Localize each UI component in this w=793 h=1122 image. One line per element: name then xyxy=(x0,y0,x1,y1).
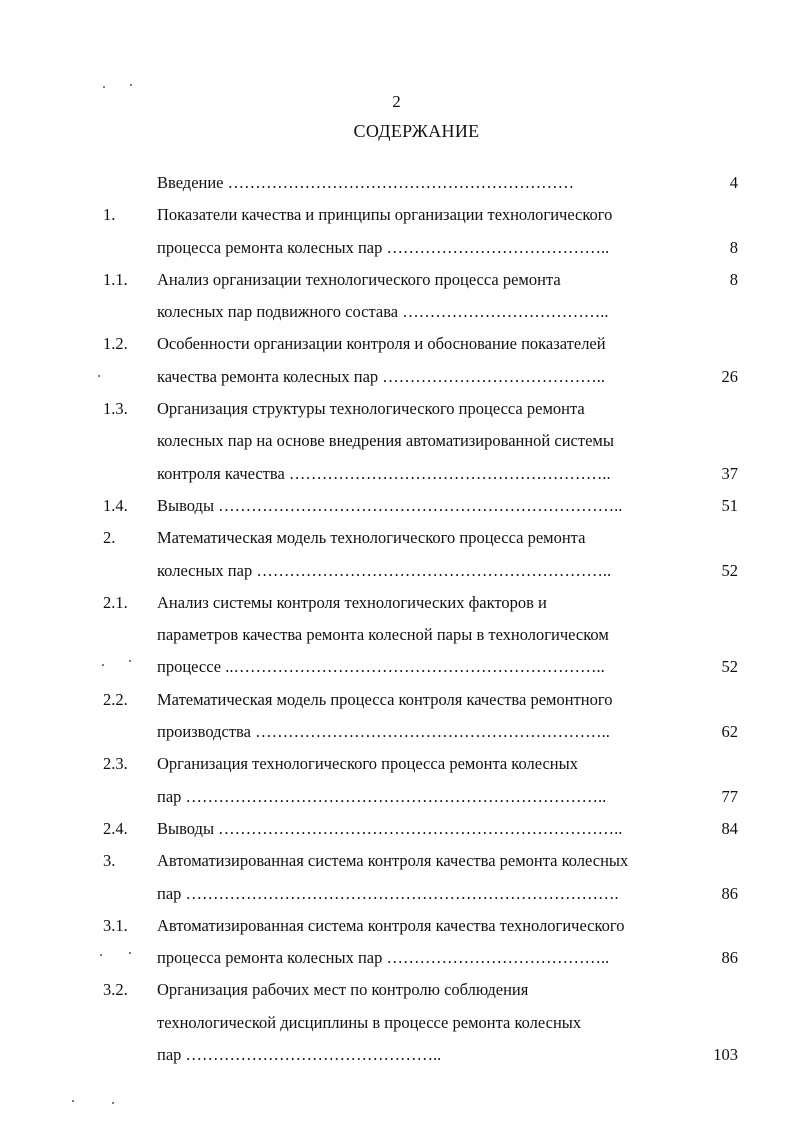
toc-line xyxy=(0,619,793,651)
toc-entry-page: 8 xyxy=(729,269,738,289)
toc-entry xyxy=(0,393,793,490)
toc-entry-page: 26 xyxy=(721,366,738,386)
toc-entry-text: Введение ……………………………………………………… xyxy=(157,173,575,192)
scan-speck xyxy=(98,375,100,377)
toc-entry-number: 2. xyxy=(103,528,116,548)
toc-entry xyxy=(0,813,793,845)
scan-speck xyxy=(112,1102,114,1104)
toc-entry-text: пар ……………………………………….. xyxy=(157,1045,442,1065)
toc-entry-number: 2.1. xyxy=(103,592,128,612)
toc-entry-number: 1. xyxy=(103,205,116,225)
toc-line xyxy=(0,651,793,683)
toc-line xyxy=(0,684,793,716)
toc-entry-text: Особенности организации контроля и обоснование показателей xyxy=(157,334,606,354)
toc-entry-text: Выводы ……………………………………………………………….. xyxy=(157,495,623,515)
toc-entry-page: 4 xyxy=(729,173,738,192)
toc-line xyxy=(0,942,793,974)
toc-entry-page: 52 xyxy=(721,560,738,580)
toc-line xyxy=(0,393,793,425)
toc-entry-text: Автоматизированная система контроля качества ремонта колесных xyxy=(157,851,629,871)
toc-entry-text: процессе ..………………………………………………………….. xyxy=(157,657,605,677)
toc-entry-text: качества ремонта колесных пар ………………………………….. xyxy=(157,366,606,386)
toc-entry-text: Показатели качества и принципы организации технологического xyxy=(157,205,613,225)
toc-entry xyxy=(0,974,793,1071)
toc-entry-text: колесных пар подвижного состава ……………………………….. xyxy=(157,302,609,322)
toc-entry-text: Анализ системы контроля технологических факторов и xyxy=(157,592,547,612)
toc-entry-number: 3. xyxy=(103,851,116,871)
toc-entry xyxy=(0,522,793,587)
toc-entry-text: контроля качества ………………………………………………….. xyxy=(157,463,611,483)
toc-entry-text: производства ……………………………………………………….. xyxy=(157,722,610,742)
toc-line xyxy=(0,1039,793,1071)
toc-line xyxy=(0,458,793,490)
toc-entry-page: 62 xyxy=(721,722,738,742)
toc-line xyxy=(0,296,793,328)
toc-entry-page: 37 xyxy=(721,463,738,483)
toc-entry-number: 3.2. xyxy=(103,980,128,1000)
toc-entry-number: 3.1. xyxy=(103,915,128,935)
toc-line xyxy=(0,845,793,877)
toc-entry-text: Организация технологического процесса ремонта колесных xyxy=(157,754,578,774)
toc-line xyxy=(0,328,793,360)
toc-entry-text: процесса ремонта колесных пар ………………………………….. xyxy=(157,237,610,257)
toc-entry xyxy=(0,264,793,329)
toc-entry-page: 8 xyxy=(729,237,738,257)
toc-entry-text: процесса ремонта колесных пар ………………………………….. xyxy=(157,948,610,968)
page-title: СОДЕРЖАНИЕ xyxy=(353,121,480,141)
toc-line xyxy=(0,199,793,231)
toc-entry-text: колесных пар ……………………………………………………….. xyxy=(157,560,612,580)
toc-line xyxy=(0,490,793,522)
toc-entry-page: 86 xyxy=(721,883,738,903)
toc-entry xyxy=(0,167,793,199)
toc-line xyxy=(0,1007,793,1039)
toc-entry-text: Организация рабочих мест по контролю соблюдения xyxy=(157,980,529,1000)
toc-entry-text: Анализ организации технологического процесса ремонта xyxy=(157,269,561,289)
toc-line xyxy=(0,716,793,748)
scan-speck xyxy=(72,1100,74,1102)
scan-speck xyxy=(103,86,105,88)
toc-line xyxy=(0,748,793,780)
toc-entry-number: 1.2. xyxy=(103,334,128,354)
toc-entry-page: 84 xyxy=(721,818,738,838)
toc-entry xyxy=(0,910,793,975)
toc-entry-page: 103 xyxy=(713,1045,738,1065)
toc-line xyxy=(0,167,793,199)
toc-entry xyxy=(0,748,793,813)
toc-entry-text: Автоматизированная система контроля качества технологического xyxy=(157,915,625,935)
toc-entry-number: 2.2. xyxy=(103,689,128,709)
toc-line xyxy=(0,361,793,393)
toc-entry xyxy=(0,199,793,264)
toc-entry xyxy=(0,587,793,684)
toc-entry-number: 2.3. xyxy=(103,754,128,774)
toc-line xyxy=(0,522,793,554)
table-of-contents xyxy=(0,167,793,1071)
toc-line xyxy=(0,878,793,910)
toc-entry-number: 1.1. xyxy=(103,269,128,289)
toc-entry-page: 86 xyxy=(721,948,738,968)
toc-entry-page: 77 xyxy=(721,786,738,806)
toc-entry-text: технологической дисциплины в процессе ремонта колесных xyxy=(157,1012,582,1032)
toc-entry-text: Выводы ……………………………………………………………….. xyxy=(157,818,623,838)
toc-entry-text: пар ………………………………………………………………….. xyxy=(157,786,607,806)
toc-entry-number: 2.4. xyxy=(103,818,128,838)
toc-entry xyxy=(0,490,793,522)
toc-entry-text: Математическая модель технологического процесса ремонта xyxy=(157,528,586,548)
toc-entry-text: пар ……………………………………………………………………. xyxy=(157,883,619,903)
toc-entry-text: Организация структуры технологического процесса ремонта xyxy=(157,399,585,419)
toc-line xyxy=(0,264,793,296)
toc-entry xyxy=(0,684,793,749)
toc-line xyxy=(0,555,793,587)
toc-line xyxy=(0,813,793,845)
scan-speck xyxy=(129,660,131,662)
toc-line xyxy=(0,425,793,457)
toc-entry xyxy=(0,845,793,910)
toc-line xyxy=(0,587,793,619)
scan-speck xyxy=(130,84,132,86)
toc-entry-page: 51 xyxy=(721,495,738,515)
scan-speck xyxy=(100,954,102,956)
toc-entry-page: 52 xyxy=(721,657,738,677)
toc-entry-number: 1.4. xyxy=(103,495,128,515)
toc-entry-text: Математическая модель процесса контроля качества ремонтного xyxy=(157,689,613,709)
toc-line xyxy=(0,781,793,813)
toc-entry-number: 1.3. xyxy=(103,399,128,419)
scan-speck xyxy=(129,952,131,954)
toc-line xyxy=(0,910,793,942)
toc-line xyxy=(0,974,793,1006)
scan-speck xyxy=(102,664,104,666)
toc-line xyxy=(0,232,793,264)
toc-entry xyxy=(0,328,793,393)
toc-entry-text: колесных пар на основе внедрения автоматизированной системы xyxy=(157,431,614,451)
page-number: 2 xyxy=(392,92,401,111)
toc-entry-text: параметров качества ремонта колесной пары в технологическом xyxy=(157,625,609,645)
